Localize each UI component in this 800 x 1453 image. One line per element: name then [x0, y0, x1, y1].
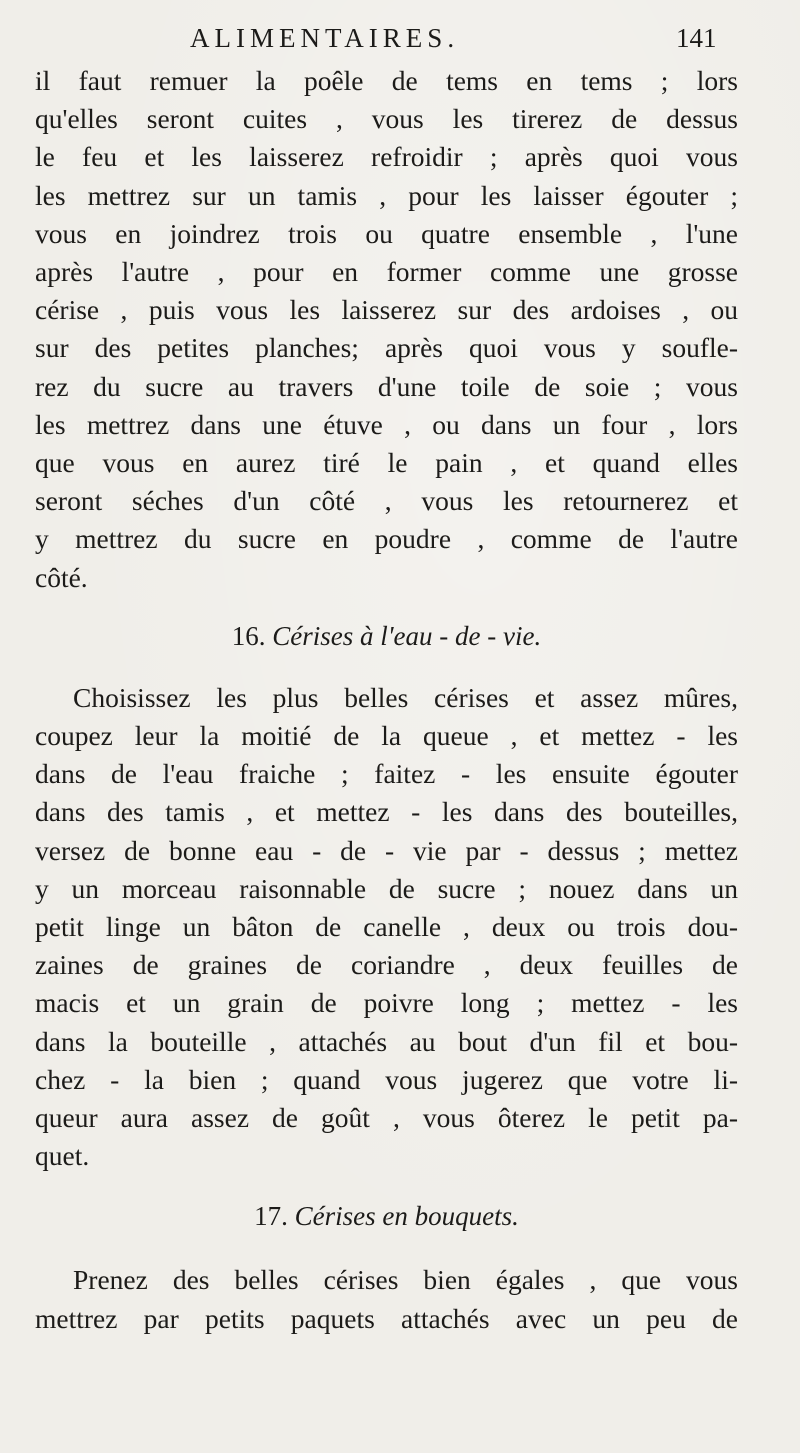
running-title: ALIMENTAIRES. — [190, 23, 460, 53]
text-line: sur des petites planches; après quoi vous y soufle- — [35, 332, 738, 364]
text-line: vous en joindrez trois ou quatre ensemble , l'une — [35, 217, 738, 249]
page-number: 141 — [676, 23, 717, 53]
text-line: rez du sucre au travers d'une toile de soie ; vous — [35, 370, 738, 402]
section-heading-16 — [35, 617, 738, 655]
text-line: quet. — [35, 1140, 90, 1172]
text-line: les mettrez sur un tamis , pour les laisser égouter ; — [35, 179, 738, 211]
text-line: le feu et les laisserez refroidir ; après quoi vous — [35, 141, 738, 173]
section-number: 17. — [254, 1201, 288, 1232]
text-line: mettrez par petits paquets attachés avec un peu de — [35, 1302, 738, 1334]
text-line: macis et un grain de poivre long ; mettez - les — [35, 987, 738, 1019]
text-line: après l'autre , pour en former comme une grosse — [35, 256, 738, 288]
text-line: qu'elles seront cuites , vous les tirerez de dessus — [35, 103, 738, 135]
text-line: queur aura assez de goût , vous ôterez le petit pa- — [35, 1102, 738, 1134]
text-line: les mettrez dans une étuve , ou dans un four , lors — [35, 408, 738, 440]
text-line: dans des tamis , et mettez - les dans des bouteilles, — [35, 796, 738, 828]
text-line: coupez leur la moitié de la queue , et mettez - les — [35, 720, 738, 752]
text-line: seront séches d'un côté , vous les retournerez et — [35, 485, 738, 517]
section-title: Cérises à l'eau - de - vie. — [272, 620, 542, 651]
text-line: côté. — [35, 561, 88, 593]
text-line: dans la bouteille , attachés au bout d'un fil et bou- — [35, 1025, 738, 1057]
text-line: Prenez des belles cérises bien égales , que vous — [73, 1264, 738, 1296]
paragraph-cerises-en-bouquets — [35, 1261, 738, 1337]
text-line: versez de bonne eau - de - vie par - dessus ; mettez — [35, 834, 738, 866]
text-line: il faut remuer la poêle de tems en tems ; lors — [35, 65, 738, 96]
text-block — [35, 62, 738, 1338]
section-heading-17 — [35, 1197, 738, 1235]
text-line: que vous en aurez tiré le pain , et quand elles — [35, 447, 738, 479]
paragraph-continuation — [35, 62, 738, 597]
text-line: chez - la bien ; quand vous jugerez que votre li- — [35, 1063, 738, 1095]
text-line: y mettrez du sucre en poudre , comme de l'autre — [35, 523, 738, 555]
text-line: y un morceau raisonnable de sucre ; nouez dans un — [35, 872, 738, 904]
text-line: Choisissez les plus belles cérises et assez mûres, — [73, 681, 738, 713]
text-line: cérise , puis vous les laisserez sur des ardoises , ou — [35, 294, 738, 326]
text-line: petit linge un bâton de canelle , deux ou trois dou- — [35, 911, 738, 943]
text-line: zaines de graines de coriandre , deux feuilles de — [35, 949, 738, 981]
running-head — [0, 20, 800, 56]
text-line: dans de l'eau fraiche ; faitez - les ensuite égouter — [35, 758, 738, 790]
section-number: 16. — [231, 620, 266, 651]
section-title: Cérises en bouquets. — [294, 1201, 519, 1232]
paragraph-cerises-eau-de-vie — [35, 679, 738, 1176]
